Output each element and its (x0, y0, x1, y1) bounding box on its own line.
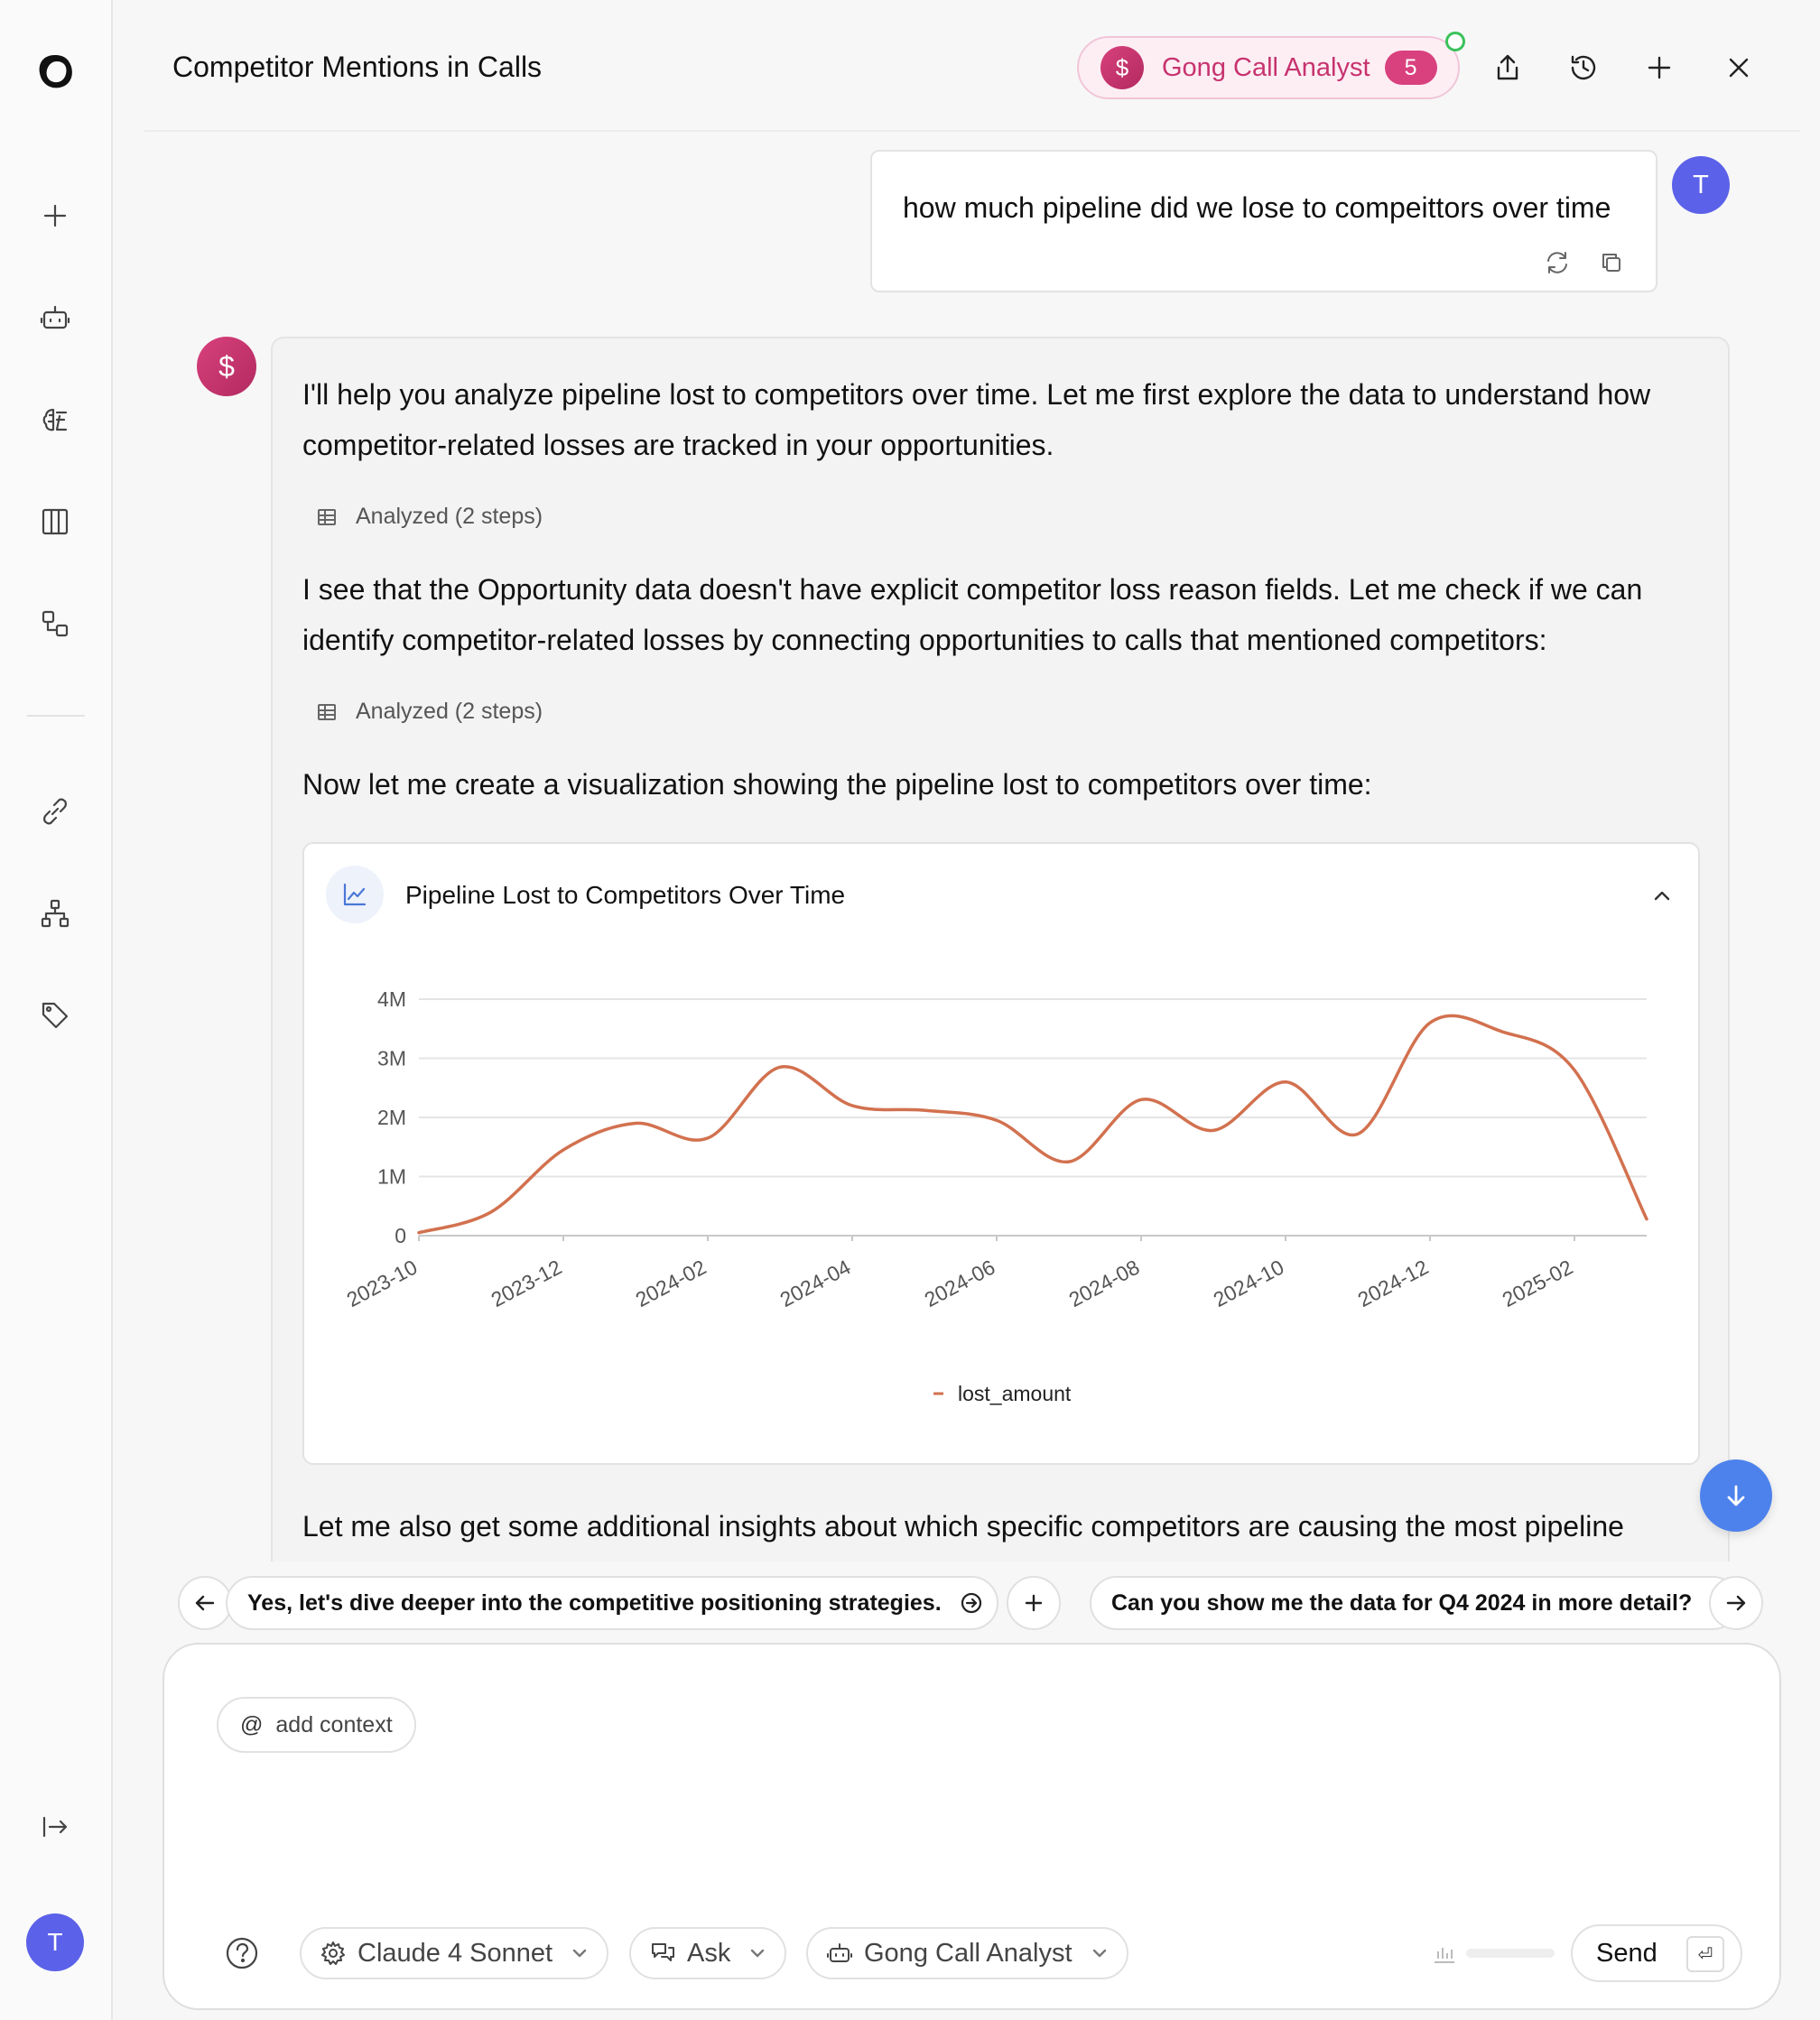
new-thread-button[interactable] (1637, 45, 1682, 90)
assistant-avatar-dollar-icon: $ (197, 337, 256, 396)
add-suggestion-button[interactable] (1007, 1576, 1061, 1630)
suggestions-next-button[interactable] (1709, 1576, 1763, 1630)
history-button[interactable] (1561, 45, 1606, 90)
analyzed-steps-label-2: Analyzed (2 steps) (356, 699, 543, 724)
model-selector[interactable] (300, 1927, 608, 1979)
suggestion-chip-1[interactable] (226, 1576, 998, 1630)
left-sidebar (0, 0, 113, 2020)
tables-columns-icon[interactable] (28, 495, 82, 549)
knowledge-brain-icon[interactable] (28, 393, 82, 447)
assistant-message (271, 337, 1730, 1561)
agent-selector-label: Gong Call Analyst (864, 1938, 1072, 1968)
analyzed-steps-toggle-1[interactable] (316, 504, 543, 530)
chevron-down-icon (748, 1944, 766, 1962)
suggestions-prev-button[interactable] (178, 1576, 232, 1630)
suggestion-text-2: Can you show me the data for Q4 2024 in more detail? (1111, 1589, 1693, 1616)
refresh-icon (1544, 249, 1571, 276)
user-message (870, 150, 1658, 292)
enter-key-icon: ⏎ (1686, 1936, 1724, 1972)
sidebar-divider (27, 715, 85, 717)
y-tick-label: 4M (377, 987, 406, 1011)
table-icon (316, 506, 338, 528)
message-composer[interactable] (162, 1643, 1781, 2010)
mode-selector[interactable] (629, 1927, 786, 1979)
x-tick-label: 2024-08 (1064, 1255, 1144, 1312)
chat-bubbles-icon (649, 1940, 676, 1967)
agent-selector-pill[interactable] (1077, 36, 1460, 99)
y-tick-label: 2M (377, 1106, 406, 1129)
workflows-icon[interactable] (28, 597, 82, 651)
x-tick-label: 2023-12 (487, 1255, 566, 1312)
share-button[interactable] (1485, 45, 1530, 90)
x-tick-label: 2024-10 (1209, 1255, 1288, 1312)
assistant-paragraph-2: I see that the Opportunity data doesn't have explicit competitor loss reason fields. Let me check if we can identify competitor-related losses by connecting opportunities to calls that mentioned competitors: (302, 573, 1643, 656)
usage-chart-icon (1431, 1939, 1458, 1966)
suggestion-text-1: Yes, let's dive deeper into the competitive positioning strategies. (247, 1589, 942, 1616)
send-button[interactable] (1571, 1924, 1742, 1982)
agents-robot-icon[interactable] (28, 291, 82, 345)
x-tick-label: 2024-04 (775, 1255, 855, 1312)
chevron-down-icon (1091, 1944, 1109, 1962)
help-icon (225, 1936, 259, 1970)
plus-icon (1644, 52, 1675, 83)
x-tick-label: 2024-06 (920, 1255, 999, 1312)
add-context-label: add context (275, 1711, 393, 1737)
assistant-paragraph-4: Let me also get some additional insights about which specific competitors are causing the most pipeline (302, 1510, 1624, 1543)
arrow-right-icon (1723, 1590, 1749, 1616)
x-tick-label: 2024-12 (1353, 1255, 1433, 1312)
copy-button[interactable] (1594, 246, 1629, 280)
add-context-button[interactable] (217, 1697, 416, 1753)
assistant-paragraph-1: I'll help you analyze pipeline lost to competitors over time. Let me first explore the data to understand how competitor-related losses are tracked in your opportunities. (302, 378, 1651, 461)
gear-icon (320, 1940, 347, 1967)
regenerate-button[interactable] (1540, 246, 1574, 280)
line-chart (304, 844, 1702, 1467)
assistant-paragraph-3: Now let me create a visualization showing the pipeline lost to competitors over time: (302, 768, 1372, 801)
y-tick-label: 0 (395, 1224, 406, 1247)
chevron-down-icon (571, 1944, 589, 1962)
x-tick-label: 2025-02 (1498, 1255, 1577, 1312)
history-icon (1568, 52, 1599, 83)
y-tick-label: 3M (377, 1046, 406, 1070)
tags-icon[interactable] (28, 988, 82, 1042)
dollar-icon: $ (1100, 46, 1144, 89)
online-status-dot (1445, 32, 1465, 51)
context-usage-meter (1466, 1949, 1555, 1958)
app-logo-icon[interactable] (28, 45, 82, 99)
send-label: Send (1596, 1938, 1658, 1968)
close-icon (1723, 52, 1754, 83)
help-button[interactable] (224, 1935, 260, 1971)
chart-card (302, 842, 1700, 1465)
arrow-down-icon (1722, 1481, 1750, 1510)
x-tick-label: 2023-10 (342, 1255, 422, 1312)
series-line-lost-amount (419, 1015, 1647, 1232)
robot-icon (826, 1940, 853, 1967)
model-selector-label: Claude 4 Sonnet (358, 1938, 553, 1968)
x-tick-label: 2024-02 (631, 1255, 710, 1312)
user-avatar: T (1672, 156, 1730, 214)
hierarchy-icon[interactable] (28, 886, 82, 941)
legend-label: lost_amount (958, 1382, 1072, 1405)
share-icon (1492, 52, 1523, 83)
arrow-circle-right-icon (960, 1591, 983, 1615)
user-message-text: how much pipeline did we lose to compeittors over time (903, 191, 1611, 224)
at-icon: @ (240, 1711, 264, 1737)
suggestion-chip-2[interactable] (1090, 1576, 1740, 1630)
header-divider (144, 130, 1800, 132)
copy-icon (1598, 249, 1625, 276)
expand-sidebar-icon[interactable] (28, 1800, 82, 1854)
integrations-link-icon[interactable] (28, 784, 82, 839)
agent-name: Gong Call Analyst (1162, 52, 1370, 82)
agent-count-badge: 5 (1385, 51, 1437, 85)
y-tick-label: 1M (377, 1164, 406, 1189)
table-icon (316, 701, 338, 723)
analyzed-steps-label-1: Analyzed (2 steps) (356, 504, 543, 529)
agent-selector[interactable] (806, 1927, 1128, 1979)
scroll-to-bottom-button[interactable] (1700, 1459, 1772, 1532)
chart-title: Pipeline Lost to Competitors Over Time (405, 881, 846, 909)
mode-selector-label: Ask (687, 1938, 731, 1968)
new-chat-icon[interactable] (28, 189, 82, 243)
page-title: Competitor Mentions in Calls (172, 51, 543, 83)
arrow-left-icon (192, 1590, 218, 1616)
close-button[interactable] (1716, 45, 1761, 90)
analyzed-steps-toggle-2[interactable] (316, 699, 543, 725)
user-avatar-sidebar[interactable]: T (26, 1913, 84, 1971)
plus-icon (1021, 1590, 1046, 1616)
